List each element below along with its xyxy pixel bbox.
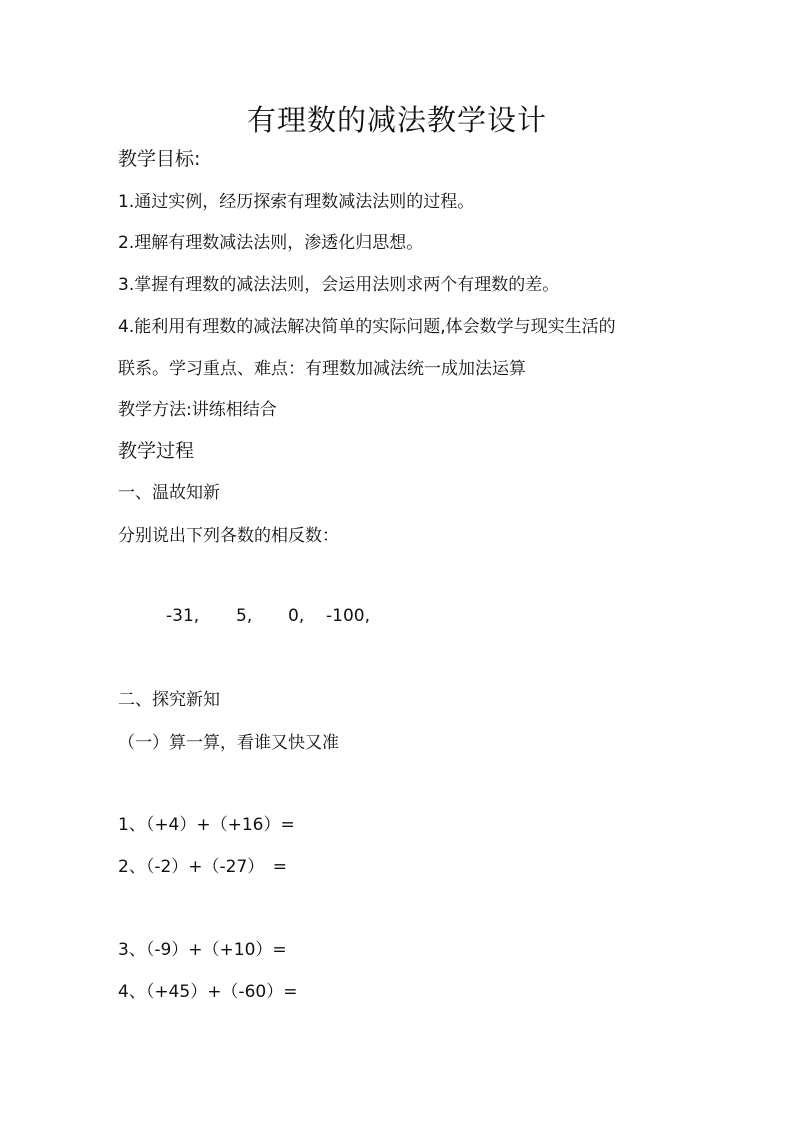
objective-item: 4.能利用有理数的减法解决简单的实际问题,体会数学与现实生活的 [118, 317, 616, 337]
document-title: 有理数的减法教学设计 [246, 103, 547, 137]
section-heading: 二、探究新知 [118, 690, 220, 710]
number-item: -100, [326, 606, 370, 626]
section-heading: 一、温故知新 [118, 483, 220, 503]
number-item: -31, [166, 606, 200, 626]
objective-item: 3.掌握有理数的减法法则，会运用法则求两个有理数的差。 [118, 275, 560, 295]
process-heading: 教学过程 [118, 440, 195, 462]
objective-item: 1.通过实例，经历探索有理数减法法则的过程。 [118, 192, 475, 212]
objectives-heading: 教学目标: [118, 148, 201, 170]
number-item: 5, [236, 606, 253, 626]
exercise-item: 2、（-2）+（-27） = [118, 857, 288, 877]
exercise-item: 4、（+45）+（-60）= [118, 982, 298, 1002]
exercise-item: 3、（-9）+（+10）= [118, 940, 287, 960]
section-subheading: （一）算一算，看谁又快又准 [118, 733, 339, 753]
exercise-item: 1、（+4）+（+16）= [118, 815, 295, 835]
section-prompt: 分别说出下列各数的相反数： [118, 526, 339, 546]
teaching-method: 教学方法:讲练相结合 [118, 400, 277, 420]
number-item: 0, [288, 606, 305, 626]
objective-item: 联系。学习重点、难点：有理数加减法统一成加法运算 [118, 359, 526, 379]
objective-item: 2.理解有理数减法法则，渗透化归思想。 [118, 233, 424, 253]
